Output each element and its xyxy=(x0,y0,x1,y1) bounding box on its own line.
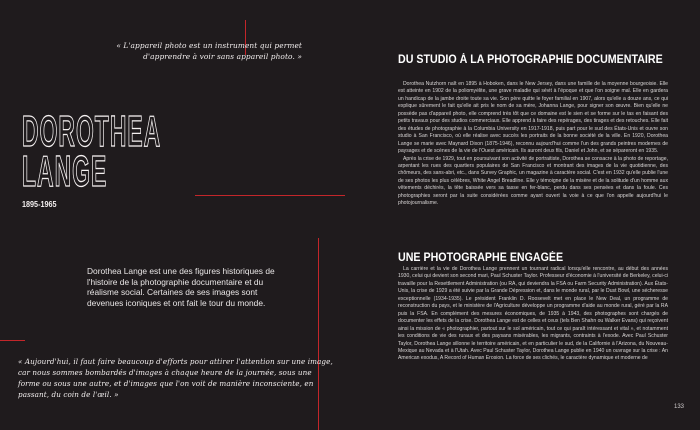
life-years: 1895-1965 xyxy=(22,199,57,209)
section-body-engagee xyxy=(398,266,668,423)
page-title xyxy=(22,107,162,196)
red-accent-line xyxy=(318,238,319,430)
title-line-1: DOROTHEA xyxy=(22,107,162,156)
red-accent-line xyxy=(195,195,345,196)
page-number: 133 xyxy=(673,404,684,410)
section-title-studio: DU STUDIO À LA PHOTOGRAPHIE DOCUMENTAIRE xyxy=(398,53,663,66)
paragraph: Dorothea Nutzhorn naît en 1895 à Hoboken, dans le New Jersey, dans une famille de la moyenne bourgeoisie. Elle est atteinte en 1902 de la poliomyélite, une grave maladie qui sévit à l'époque et que l'on soigne mal. Elle en gardera un handicap de la jambe droite toute sa vie. Son père quitte le foyer familial en 1907, alors qu'elle a douze ans, ce qui explique sûrement le fait qu'elle ait pris le nom de sa mère, Johanna Lange, pour signer son œuvre. Bien qu'elle ne possède pas d'appareil photo, elle comprend très tôt que ce domaine est le sien et se forme sur le tas en faisant des petits travaux pour des studios commerciaux. Elle apprend à faire des repérages, des tirages et des retouches. Elle fait des études de photographie à la Columbia University en 1917-1918, puis part pour le sud des États-Unis et ouvre son studio à San Francisco, où elle réalise avec succès les portraits de la bonne société de la ville. En 1920, Dorothea Lange se marie avec Maynard Dixon (1875-1946), reconnu aujourd'hui comme l'un des grands peintres modernes de paysages et de scènes de la vie de l'Ouest américain. Ils auront deux fils, Daniel et John, et se sépareront en 1935. xyxy=(398,81,668,155)
red-accent-line xyxy=(0,340,25,341)
quote-bottom: « Aujourd'hui, il faut faire beaucoup d'efforts pour attirer l'attention sur une image, car nous sommes bombardés d'images à chaque heure de la journée, sous une forme ou sous une autre, et d'images que l'on voit de manière inconsciente, en passant, du coin de l'œil. » xyxy=(18,357,333,399)
right-page xyxy=(350,0,700,430)
paragraph: La carrière et la vie de Dorothea Lange prennent un tournant radical lorsqu'elle rencontre, au début des années 1930, celui qui devient son second mari, Paul Schuster Taylor. Professeur d'économie à l'université de Berkeley, celui-ci travaille pour la Resettlement Administration (ou RA, qui deviendra la FSA ou Farm Security Administration). Aux États-Unis, la crise de 1929 a été suivie par la Grande Dépression et, dans le monde rural, par le Dust Bowl, une sécheresse exceptionnelle (1934-1935). Le président Franklin D. Roosevelt met en place le New Deal, un programme de reconstruction du pays, et le ministère de l'Agriculture développe un programme d'aide au monde rural, géré par la RA puis la FSA. En complément des mesures économiques, de 1935 à 1943, des photographes sont chargés de documenter les effets de la crise. Dorothea Lange est de celles et ceux (tels Ben Shahn ou Walker Evans) qui reçoivent ainsi la mission de « photographier, partout sur le sol américain, tout ce qui paraît intéressant et vital », et notamment les conditions de vie des ruraux et des paysans misérables, les migrants, contraints à l'exode. Avec Paul Schuster Taylor, Dorothea Lange sillonne le territoire américain, et en particulier le sud, de la Californie à l'Arizona, du Nouveau-Mexique au Nevada et à l'Utah. Avec Paul Schuster Taylor, Dorothea Lange publie en 1940 un ouvrage sur la crise : An American exodus, A Record of Human Erosion. La force de ses clichés, le caractère dynamique et moderne de xyxy=(398,266,668,362)
quote-top: « L'appareil photo est un instrument qui permet d'apprendre à voir sans appareil photo. » xyxy=(116,41,302,61)
section-title-engagee: UNE PHOTOGRAPHE ENGAGÉE xyxy=(398,251,564,264)
title-line-2: LANGE xyxy=(22,147,108,196)
section-body-studio xyxy=(398,81,668,244)
paragraph: Après la crise de 1929, tout en poursuivant son activité de portraitiste, Dorothea se consacre à la photo de reportage, arpentant les rues des quartiers populaires de San Francisco et montrant des images de la vie quotidienne, des chômeurs, des sans-abri, etc., dans Survey Graphic, un magazine à caractère social. C'est en 1932 qu'elle publie l'une de ses photos les plus célèbres, White Angel Breadline. Elle y témoigne de la misère et de la solitude d'un homme aux vêtements déchirés, la tête baissée vers sa tasse en fer-blanc, perdu dans ses pensées et dans la foule. Ces photographies seront par la suite considérées comme ayant ouvert la voie à ce que l'on appelle aujourd'hui le photojournalisme. xyxy=(398,155,668,207)
intro-paragraph: Dorothea Lange est une des figures historiques de l'histoire de la photographie documentaire et du réalisme social. Certaines de ses images sont devenues iconiques et ont fait le tour du monde. xyxy=(87,266,275,308)
